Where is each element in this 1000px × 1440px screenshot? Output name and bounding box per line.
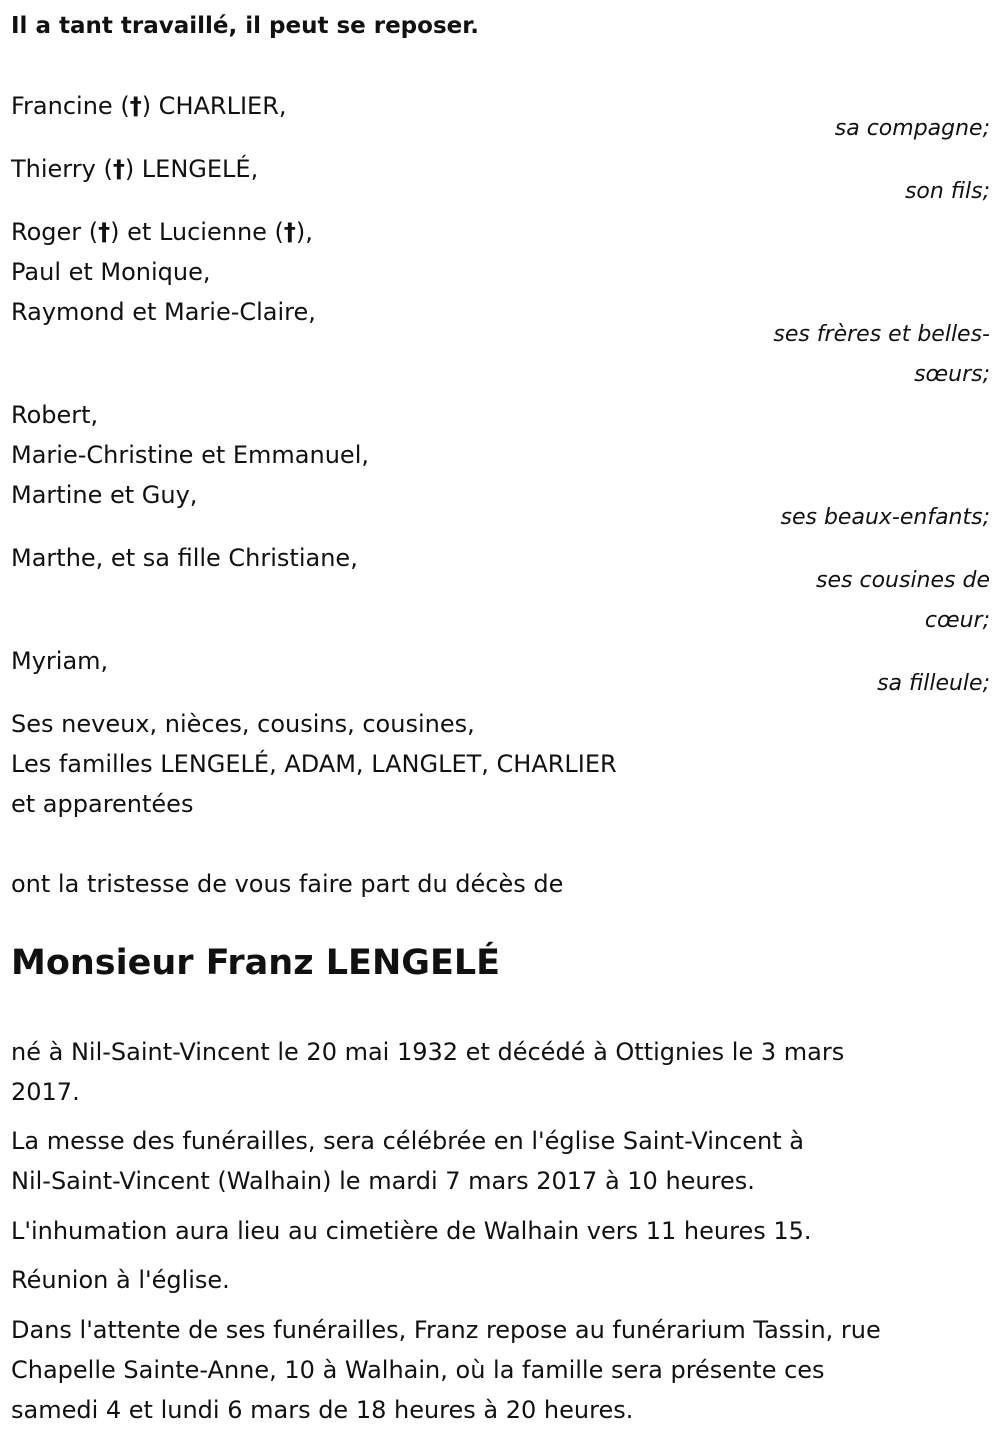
name-part: Thierry ( — [11, 155, 113, 183]
family-member-roger-lucienne — [11, 217, 313, 247]
family-member-paul-monique: Paul et Monique, — [11, 258, 211, 286]
wake-line-2: Chapelle Sainte-Anne, 10 à Walhain, où la famille sera présente ces — [11, 1356, 825, 1384]
birth-death-line-1: né à Nil-Saint-Vincent le 20 mai 1932 et décédé à Ottignies le 3 mars — [11, 1038, 845, 1066]
mass-line-1: La messe des funérailles, sera célébrée en l'église Saint-Vincent à — [11, 1127, 805, 1155]
family-member-martine: Martine et Guy, — [11, 481, 198, 509]
wake-line-1: Dans l'attente de ses funérailles, Franz repose au funérarium Tassin, rue — [11, 1316, 881, 1344]
family-member-marie-christine: Marie-Christine et Emmanuel, — [11, 441, 369, 469]
family-member-raymond-marie-claire: Raymond et Marie-Claire, — [11, 298, 316, 326]
burial-info: L'inhumation aura lieu au cimetière de Walhain vers 11 heures 15. — [11, 1217, 812, 1245]
meeting-info: Réunion à l'église. — [11, 1266, 230, 1294]
family-member-marthe: Marthe, et sa fille Christiane, — [11, 544, 358, 572]
role-cousins-line-2: cœur; — [924, 608, 990, 633]
relatives-related: et apparentées — [11, 790, 194, 818]
name-part: ), — [295, 218, 313, 246]
name-part: ) LENGELÉ, — [124, 155, 259, 183]
name-part: ) CHARLIER, — [141, 92, 287, 120]
role-stepchildren: ses beaux-enfants; — [780, 505, 990, 530]
name-part: ) et Lucienne ( — [110, 218, 284, 246]
family-member-myriam: Myriam, — [11, 647, 109, 675]
relatives-nephews: Ses neveux, nièces, cousins, cousines, — [11, 710, 475, 738]
motto: Il a tant travaillé, il peut se reposer. — [11, 13, 480, 39]
role-son: son fils; — [904, 179, 990, 204]
role-goddaughter: sa filleule; — [877, 671, 990, 696]
deceased-name: Monsieur Franz LENGELÉ — [11, 943, 501, 983]
announcement: ont la tristesse de vous faire part du décès de — [11, 870, 564, 898]
family-member-thierry — [11, 154, 258, 184]
name-part: Francine ( — [11, 92, 130, 120]
mass-line-2: Nil-Saint-Vincent (Walhain) le mardi 7 mars 2017 à 10 heures. — [11, 1167, 755, 1195]
role-cousins-line-1: ses cousines de — [816, 568, 990, 593]
cross-icon: † — [98, 218, 111, 246]
cross-icon: † — [283, 218, 296, 246]
family-member-robert: Robert, — [11, 401, 99, 429]
name-part: Roger ( — [11, 218, 99, 246]
cross-icon: † — [129, 92, 142, 120]
role-siblings-line-1: ses frères et belles- — [773, 322, 990, 347]
cross-icon: † — [112, 155, 125, 183]
role-siblings-line-2: sœurs; — [914, 362, 990, 387]
relatives-families: Les familles LENGELÉ, ADAM, LANGLET, CHARLIER — [11, 750, 617, 778]
role-companion: sa compagne; — [834, 116, 990, 141]
family-member-francine — [11, 91, 287, 121]
birth-death-line-2: 2017. — [11, 1078, 80, 1106]
wake-line-3: samedi 4 et lundi 6 mars de 18 heures à 20 heures. — [11, 1396, 634, 1424]
